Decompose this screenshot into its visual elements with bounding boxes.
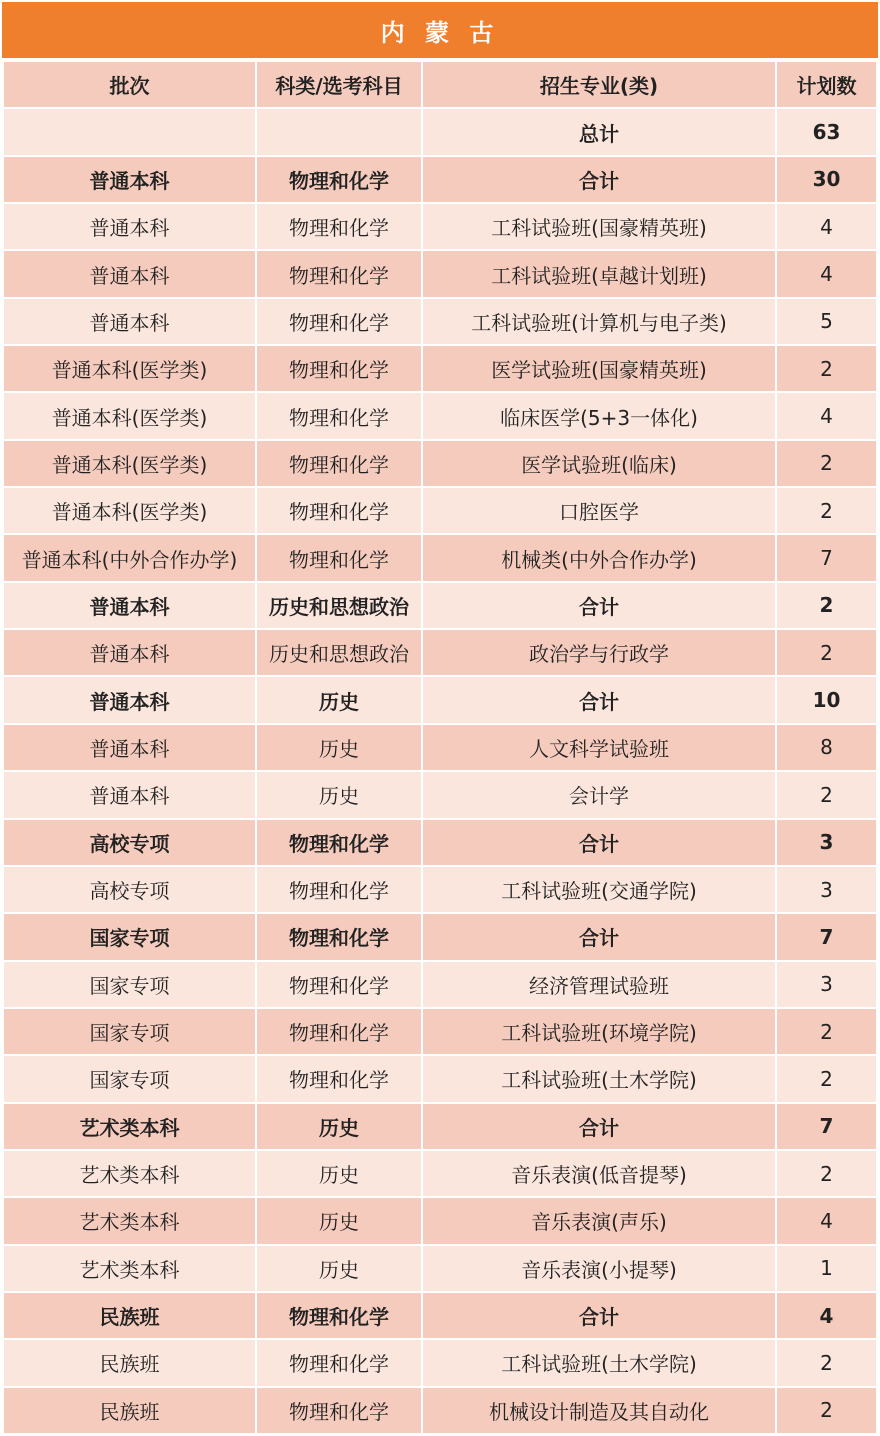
cell-count: 2 [777,630,876,677]
enrollment-plan-table [2,62,878,1435]
table-row [4,346,876,393]
cell-subject: 物理和化学 [257,346,421,393]
cell-major: 会计学 [423,772,775,819]
table-row [4,772,876,819]
table-row [4,630,876,677]
cell-batch: 普通本科(医学类) [4,346,255,393]
cell-subject: 历史 [257,1104,421,1151]
table-row [4,1198,876,1245]
cell-count: 2 [777,1340,876,1387]
cell-major: 合计 [423,583,775,630]
cell-major: 合计 [423,820,775,867]
table-row-subtotal [4,677,876,724]
cell-batch: 高校专项 [4,867,255,914]
cell-batch: 普通本科 [4,725,255,772]
cell-subject: 物理和化学 [257,157,421,204]
cell-count: 2 [777,772,876,819]
cell-batch: 普通本科 [4,630,255,677]
cell-count: 4 [777,393,876,440]
cell-subject: 物理和化学 [257,962,421,1009]
table-row [4,1009,876,1056]
cell-subject [257,109,421,156]
cell-major: 音乐表演(声乐) [423,1198,775,1245]
cell-batch: 民族班 [4,1388,255,1435]
table-row [4,1388,876,1435]
cell-subject: 物理和化学 [257,1388,421,1435]
cell-major: 机械设计制造及其自动化 [423,1388,775,1435]
cell-major: 总计 [423,109,775,156]
cell-batch: 普通本科 [4,157,255,204]
cell-batch: 艺术类本科 [4,1151,255,1198]
cell-major: 医学试验班(国豪精英班) [423,346,775,393]
cell-batch: 艺术类本科 [4,1198,255,1245]
cell-subject: 物理和化学 [257,441,421,488]
cell-major: 临床医学(5+3一体化) [423,393,775,440]
cell-subject: 历史 [257,1151,421,1198]
cell-subject: 物理和化学 [257,914,421,961]
table-row [4,1151,876,1198]
cell-major: 合计 [423,157,775,204]
cell-major: 合计 [423,1293,775,1340]
cell-subject: 物理和化学 [257,1056,421,1103]
cell-major: 工科试验班(土木学院) [423,1056,775,1103]
cell-major: 音乐表演(小提琴) [423,1246,775,1293]
cell-subject: 物理和化学 [257,1340,421,1387]
cell-batch: 民族班 [4,1340,255,1387]
table-row-subtotal [4,157,876,204]
header-count: 计划数 [777,62,876,109]
cell-subject: 历史 [257,725,421,772]
table-body [4,109,876,1435]
cell-batch: 普通本科 [4,772,255,819]
table-row [4,204,876,251]
table-row-subtotal [4,1293,876,1340]
cell-major: 工科试验班(土木学院) [423,1340,775,1387]
cell-major: 经济管理试验班 [423,962,775,1009]
cell-count: 63 [777,109,876,156]
cell-subject: 历史和思想政治 [257,583,421,630]
cell-subject: 物理和化学 [257,535,421,582]
cell-major: 医学试验班(临床) [423,441,775,488]
table-row [4,299,876,346]
cell-batch: 普通本科 [4,677,255,724]
cell-count: 2 [777,1151,876,1198]
cell-batch: 艺术类本科 [4,1246,255,1293]
cell-batch [4,109,255,156]
cell-subject: 历史 [257,772,421,819]
cell-count: 10 [777,677,876,724]
cell-count: 2 [777,346,876,393]
cell-batch: 艺术类本科 [4,1104,255,1151]
cell-count: 2 [777,583,876,630]
cell-subject: 物理和化学 [257,867,421,914]
cell-count: 1 [777,1246,876,1293]
cell-major: 合计 [423,914,775,961]
cell-batch: 普通本科(医学类) [4,441,255,488]
cell-count: 3 [777,962,876,1009]
cell-major: 人文科学试验班 [423,725,775,772]
table-row [4,535,876,582]
cell-subject: 历史和思想政治 [257,630,421,677]
cell-batch: 普通本科(医学类) [4,488,255,535]
cell-count: 7 [777,1104,876,1151]
cell-subject: 物理和化学 [257,488,421,535]
table-row [4,1056,876,1103]
cell-subject: 历史 [257,1246,421,1293]
cell-count: 7 [777,535,876,582]
cell-subject: 物理和化学 [257,299,421,346]
region-title: 内 蒙 古 [2,2,878,58]
cell-count: 4 [777,204,876,251]
cell-count: 2 [777,1009,876,1056]
table-row [4,441,876,488]
cell-count: 7 [777,914,876,961]
cell-count: 3 [777,867,876,914]
table-row-subtotal [4,109,876,156]
cell-subject: 物理和化学 [257,204,421,251]
cell-major: 合计 [423,1104,775,1151]
table-row [4,393,876,440]
cell-batch: 国家专项 [4,1056,255,1103]
cell-count: 2 [777,488,876,535]
cell-count: 2 [777,1388,876,1435]
cell-count: 2 [777,1056,876,1103]
cell-major: 工科试验班(国豪精英班) [423,204,775,251]
cell-major: 工科试验班(卓越计划班) [423,251,775,298]
table-row [4,867,876,914]
cell-major: 音乐表演(低音提琴) [423,1151,775,1198]
cell-count: 2 [777,441,876,488]
cell-subject: 物理和化学 [257,820,421,867]
cell-batch: 国家专项 [4,962,255,1009]
table-row [4,1340,876,1387]
cell-batch: 普通本科 [4,299,255,346]
table-row [4,962,876,1009]
cell-batch: 高校专项 [4,820,255,867]
table-row [4,1246,876,1293]
cell-count: 4 [777,1198,876,1245]
cell-count: 4 [777,251,876,298]
cell-major: 工科试验班(环境学院) [423,1009,775,1056]
cell-count: 3 [777,820,876,867]
cell-batch: 民族班 [4,1293,255,1340]
cell-batch: 普通本科 [4,204,255,251]
cell-subject: 物理和化学 [257,393,421,440]
table-row-subtotal [4,820,876,867]
cell-batch: 普通本科 [4,251,255,298]
cell-major: 工科试验班(计算机与电子类) [423,299,775,346]
table-row-subtotal [4,583,876,630]
table-row [4,251,876,298]
cell-subject: 物理和化学 [257,251,421,298]
cell-major: 工科试验班(交通学院) [423,867,775,914]
cell-major: 政治学与行政学 [423,630,775,677]
cell-batch: 国家专项 [4,1009,255,1056]
cell-major: 机械类(中外合作办学) [423,535,775,582]
header-batch: 批次 [4,62,255,109]
cell-subject: 历史 [257,677,421,724]
cell-count: 5 [777,299,876,346]
cell-count: 4 [777,1293,876,1340]
cell-subject: 历史 [257,1198,421,1245]
cell-batch: 普通本科(医学类) [4,393,255,440]
cell-major: 合计 [423,677,775,724]
table-row-subtotal [4,914,876,961]
table-row [4,725,876,772]
table-row [4,488,876,535]
table-row-subtotal [4,1104,876,1151]
cell-major: 口腔医学 [423,488,775,535]
header-subject: 科类/选考科目 [257,62,421,109]
cell-subject: 物理和化学 [257,1293,421,1340]
cell-batch: 普通本科(中外合作办学) [4,535,255,582]
cell-count: 8 [777,725,876,772]
table-header-row [4,62,876,109]
enrollment-plan-card [2,2,878,1432]
cell-count: 30 [777,157,876,204]
cell-subject: 物理和化学 [257,1009,421,1056]
header-major: 招生专业(类) [423,62,775,109]
cell-batch: 国家专项 [4,914,255,961]
cell-batch: 普通本科 [4,583,255,630]
